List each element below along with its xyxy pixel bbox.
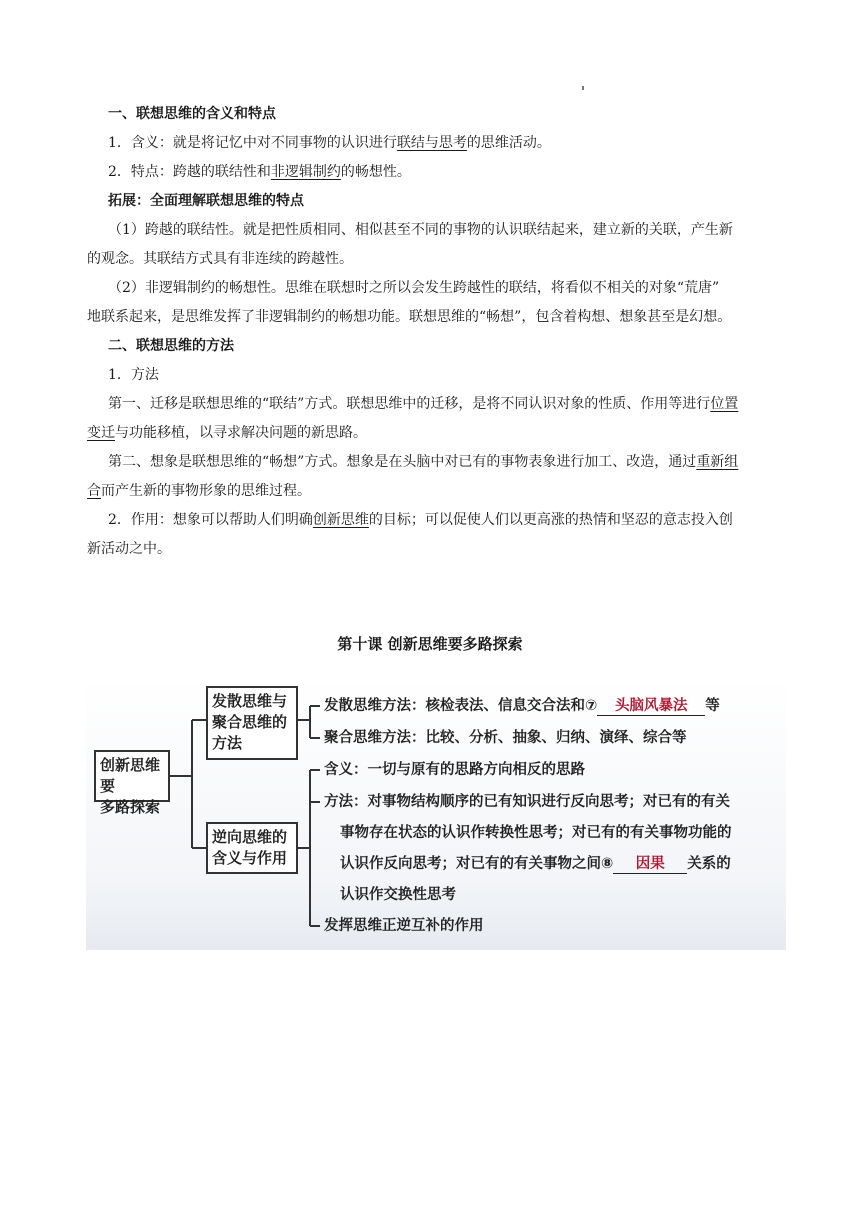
- underlined-term: 非逻辑制约: [270, 164, 341, 180]
- connector-lines: [86, 678, 786, 950]
- feature-item: 2．特点：跨越的联结性和非逻辑制约的畅想性。: [108, 164, 411, 180]
- section-heading: 一、联想思维的含义和特点: [108, 106, 276, 122]
- underlined-term: 合: [87, 483, 101, 499]
- leaf-complement: 发挥思维正逆互补的作用: [324, 918, 484, 934]
- underlined-term: 创新思维: [312, 512, 369, 528]
- leaf-method-line: 认识作反向思考；对已有的有关事物之间⑧ 因果 关系的: [340, 856, 731, 872]
- underlined-term: 位置: [710, 396, 739, 412]
- section-heading: 二、联想思维的方法: [108, 338, 234, 354]
- leaf-method-line: 方法：对事物结构顺序的已有知识进行反向思考；对已有的有关: [324, 794, 730, 810]
- answer-text: 因果: [635, 856, 665, 872]
- extension-heading: 拓展：全面理解联想思维的特点: [108, 193, 304, 209]
- method-paragraph-1: 第一、迁移是联想思维的“联结”方式。联想思维中的迁移，是将不同认识对象的性质、作用等进行位置 变迁与功能移植，以寻求解决问题的新思路。: [87, 396, 739, 441]
- underlined-term: 联结与思考: [396, 135, 467, 151]
- leaf-convergent-methods: 聚合思维方法：比较、分析、抽象、归纳、演绎、综合等: [324, 730, 687, 746]
- leaf-method-line: 认识作交换性思考: [340, 887, 456, 903]
- underlined-term: 重新组: [696, 454, 739, 470]
- root-node: 创新思维要 多路探索: [94, 750, 170, 802]
- leaf-meaning: 含义：一切与原有的思路方向相反的思路: [324, 762, 585, 778]
- extension-paragraph-2: （2）非逻辑制约的畅想性。思维在联想时之所以会发生跨越性的联结，将看似不相关的对象“荒唐” 地联系起来，是思维发挥了非逻辑制约的畅想功能。联想思维的“畅想”，包含着构想、想象甚至是幻想。: [87, 280, 732, 325]
- definition-item: 1．含义：就是将记忆中对不同事物的认识进行联结与思考的思维活动。: [108, 135, 551, 151]
- underlined-term: 变迁: [87, 425, 115, 441]
- method-label: 1．方法: [108, 367, 159, 383]
- lesson-title: 第十课 创新思维要多路探索: [337, 635, 523, 653]
- leaf-divergent-methods: 发散思维方法：核检表法、信息交合法和⑦ 头脑风暴法 等: [324, 698, 720, 714]
- extension-paragraph-1: （1）跨越的联结性。就是把性质相同、相似甚至不同的事物的认识联结起来，建立新的关联，产生新 的观念。其联结方式具有非连续的跨越性。: [87, 222, 733, 267]
- method-paragraph-2: 第二、想象是联想思维的“畅想”方式。想象是在头脑中对已有的事物表象进行加工、改造，通过重新组 合而产生新的事物形象的思维过程。: [87, 454, 739, 499]
- answer-text: 头脑风暴法: [615, 698, 688, 714]
- page-mark: [582, 86, 584, 90]
- function-paragraph: 2．作用：想象可以帮助人们明确创新思维的目标；可以促使人们以更高涨的热情和坚忍的意志投入创 新活动之中。: [87, 512, 733, 557]
- notes-body: [87, 100, 782, 564]
- mind-map-diagram: [86, 678, 786, 950]
- leaf-method-line: 事物存在状态的认识作转换性思考；对已有的有关事物功能的: [340, 825, 732, 841]
- branch-node-reverse: 逆向思维的 含义与作用: [206, 822, 298, 874]
- branch-node-divergent: 发散思维与 聚合思维的 方法: [206, 686, 298, 760]
